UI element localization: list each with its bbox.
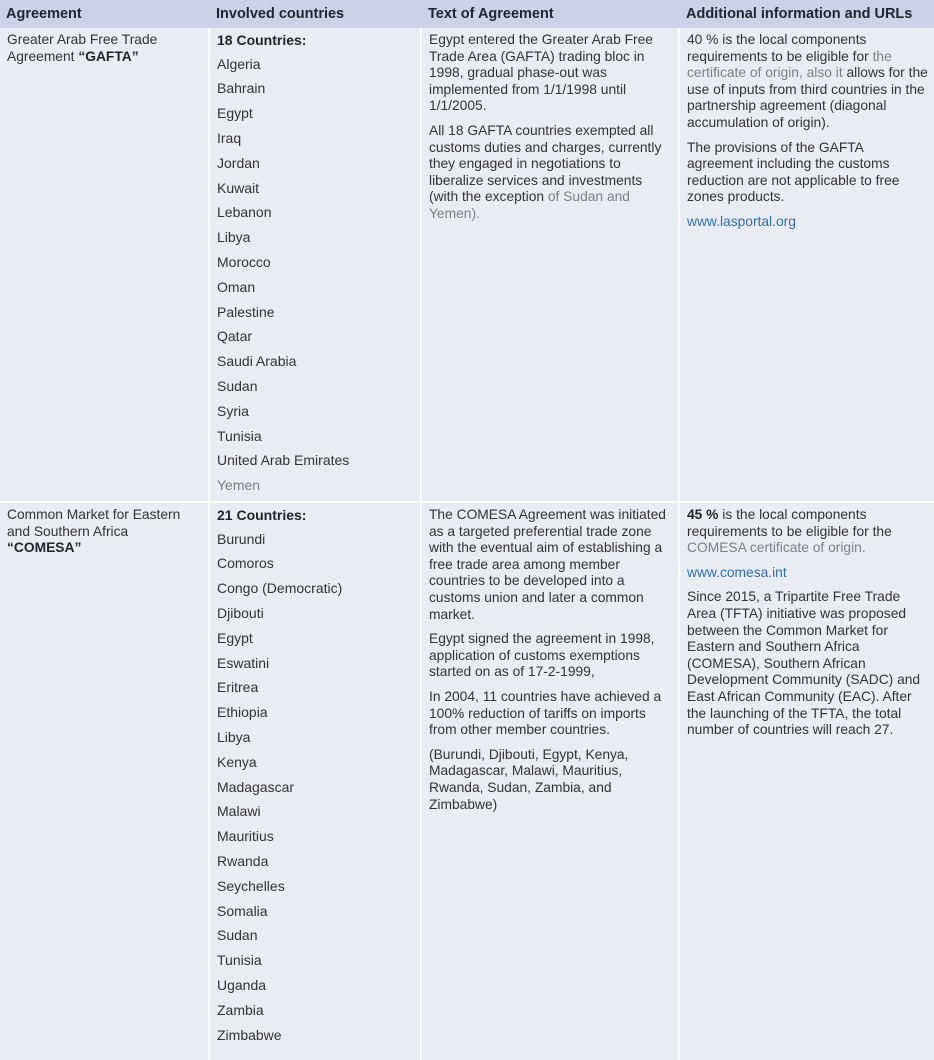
country-item: Yemen xyxy=(217,477,261,494)
info-paragraph xyxy=(687,507,928,557)
country-item: Congo (Democratic) xyxy=(217,580,343,597)
agreement-text-span: All 18 GAFTA countries exempted all customs duties and charges, currently they engaged in negotiations to liberalize services and investments (with the exception xyxy=(429,122,662,205)
agreement-text-paragraph: Egypt entered the Greater Arab Free Trade Area (GAFTA) trading bloc in 1998, gradual phase-out was implemented from 1/1/1998 until 1/1/2005. xyxy=(429,32,653,114)
country-item: Kenya xyxy=(217,753,257,770)
additional-info-cell xyxy=(680,503,934,1060)
country-item: Lebanon xyxy=(217,204,272,221)
country-item: Tunisia xyxy=(217,952,262,969)
country-item: Morocco xyxy=(217,253,271,270)
agreement-name: Common Market for Eastern and Southern Africa xyxy=(7,507,181,539)
agreement-text-paragraph: (Burundi, Djibouti, Egypt, Kenya, Madagascar, Malawi, Mauritius, Rwanda, Sudan, Zambia, and Zimbabwe) xyxy=(429,746,629,812)
country-item: Ethiopia xyxy=(217,704,268,721)
country-item: Oman xyxy=(217,278,256,295)
country-item: Egypt xyxy=(217,629,253,646)
country-item: Qatar xyxy=(217,328,253,345)
country-item: Eswatini xyxy=(217,654,270,671)
country-item: Madagascar xyxy=(217,778,295,795)
country-item: Seychelles xyxy=(217,877,285,894)
table-row-comesa xyxy=(0,503,934,1060)
info-text-bold: 45 % xyxy=(687,507,719,522)
country-item: Comoros xyxy=(217,555,274,572)
country-item: Sudan xyxy=(217,927,258,944)
country-item: Djibouti xyxy=(217,604,264,621)
agreement-abbr: “GAFTA” xyxy=(78,48,139,64)
agreement-text-faded: of Sudan and Yemen). xyxy=(429,189,630,221)
country-item: Zambia xyxy=(217,1001,264,1018)
country-item: Kuwait xyxy=(217,179,260,196)
country-item: Somalia xyxy=(217,902,268,919)
additional-info-cell xyxy=(680,28,934,501)
country-item: Eritrea xyxy=(217,679,259,696)
info-paragraph: The provisions of the GAFTA agreement including the customs reduction are not applicable to free zones products. xyxy=(687,139,900,205)
table-row-gafta xyxy=(0,28,934,503)
countries-cell xyxy=(210,503,422,1060)
country-item: United Arab Emirates xyxy=(217,452,350,469)
agreement-text-paragraph: Egypt signed the agreement in 1998, application of customs exemptions started on as of 17-2-1999, xyxy=(429,631,655,680)
countries-count: 21 Countries: xyxy=(217,507,307,523)
header-agreement: Agreement xyxy=(6,6,82,22)
country-item: Palestine xyxy=(217,303,275,320)
country-item: Uganda xyxy=(217,976,267,993)
header-text-of-agreement: Text of Agreement xyxy=(428,6,554,22)
agreement-cell xyxy=(0,503,210,1060)
country-item: Bahrain xyxy=(217,80,266,97)
country-item: Burundi xyxy=(217,530,266,547)
info-text-span: is the local components requirements to be eligible for the xyxy=(687,507,892,539)
countries-count: 18 Countries: xyxy=(217,32,307,48)
country-item: Algeria xyxy=(217,55,261,72)
country-item: Mauritius xyxy=(217,828,274,845)
country-item: Zimbabwe xyxy=(217,1026,282,1043)
country-item: Sudan xyxy=(217,377,258,394)
header-involved-countries: Involved countries xyxy=(216,6,345,22)
agreement-text-cell xyxy=(422,503,680,1060)
header-additional-info: Additional information and URLs xyxy=(686,6,913,22)
countries-cell xyxy=(210,28,422,501)
agreement-text-paragraph: The COMESA Agreement was initiated as a targeted preferential trade zone with the eventual aim of establishing a free trade area among member countries to be developed into a customs union and later a common market. xyxy=(429,507,666,622)
country-item: Malawi xyxy=(217,803,261,820)
comesa-url-link[interactable]: www.comesa.int xyxy=(687,564,787,580)
country-item: Rwanda xyxy=(217,852,269,869)
agreement-cell xyxy=(0,28,210,501)
info-text-span: 40 % is the local components requirements to be eligible for xyxy=(687,32,873,64)
country-item: Libya xyxy=(217,229,251,246)
agreement-text-paragraph xyxy=(429,123,672,223)
country-item: Libya xyxy=(217,728,251,745)
country-item: Iraq xyxy=(217,129,242,146)
info-text-span: allows for the use of inputs from third countries in the partnership agreement (diagonal accumulation of origin). xyxy=(687,65,928,130)
info-paragraph: Since 2015, a Tripartite Free Trade Area (TFTA) initiative was proposed between the Common Market for Eastern and Southern Africa (COMESA), Southern African Development Community (SADC) and East African Community (EAC). After the launching of the TFTA, the total number of countries will reach 27. xyxy=(687,589,921,738)
agreement-text-paragraph: In 2004, 11 countries have achieved a 100% reduction of tariffs on imports from other member countries. xyxy=(429,688,662,738)
agreement-abbr: “COMESA” xyxy=(7,540,82,556)
info-text-faded: COMESA certificate of origin. xyxy=(687,540,866,556)
country-item: Saudi Arabia xyxy=(217,353,297,370)
info-paragraph xyxy=(687,32,928,132)
table-header xyxy=(0,0,934,28)
country-item: Syria xyxy=(217,402,249,419)
country-item: Egypt xyxy=(217,105,253,122)
gafta-url-link[interactable]: www.lasportal.org xyxy=(687,213,796,229)
country-item: Jordan xyxy=(217,154,260,171)
agreement-text-cell xyxy=(422,28,680,501)
agreement-name: Greater Arab Free Trade Agreement xyxy=(7,32,158,64)
info-text-faded: the certificate of origin, also it xyxy=(687,48,892,81)
country-item: Tunisia xyxy=(217,427,262,444)
